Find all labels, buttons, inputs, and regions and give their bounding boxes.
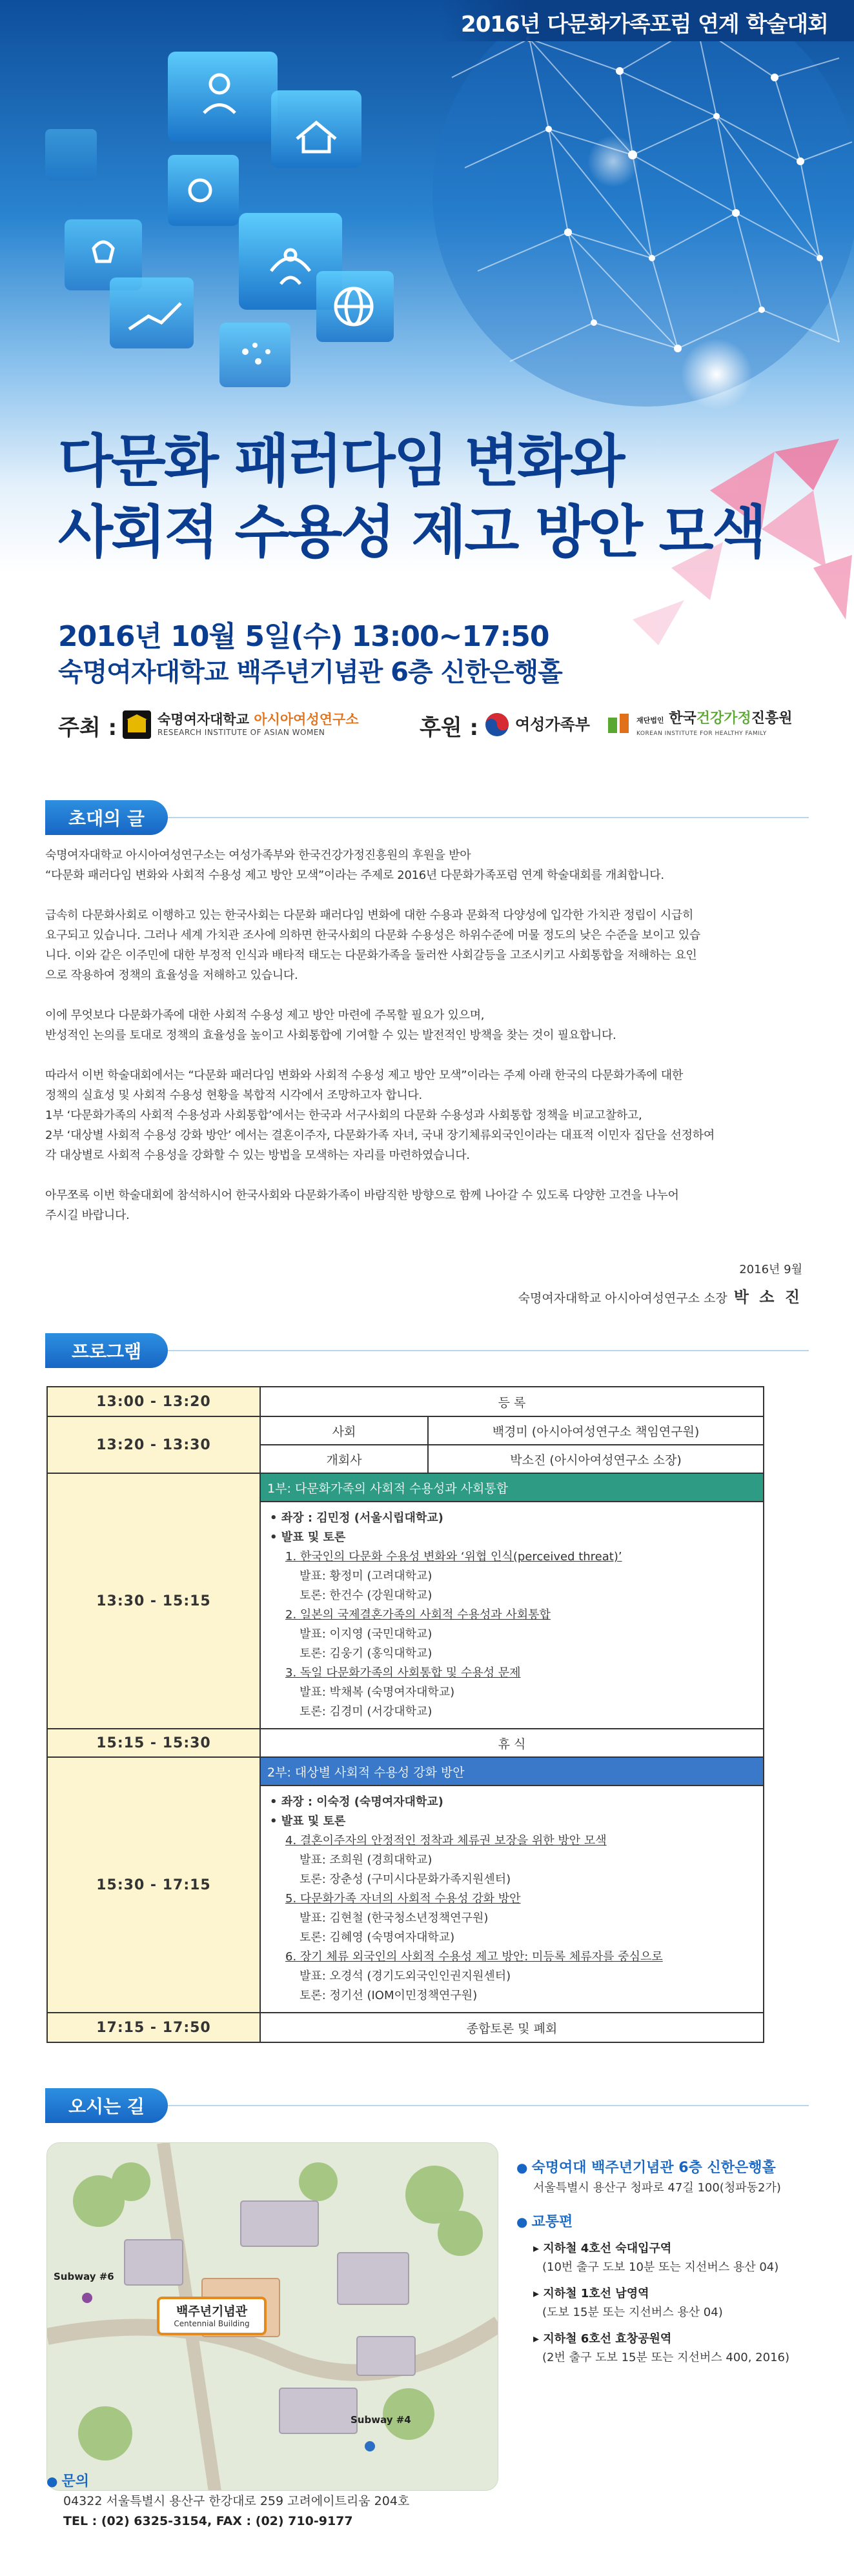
time-cell: 15:30 - 17:15 [47, 1757, 260, 2013]
line: 급속히 다문화사회로 이행하고 있는 한국사회는 다문화 패러다임 변화에 대한 수용과 문화적 다양성에 입각한 가치관 정립이 시급히 [45, 909, 694, 922]
sign-date: 2016년 9월 [739, 1263, 802, 1276]
campus-map-illustration [47, 2143, 498, 2491]
talk-title: 6. 장기 체류 외국인의 사회적 수용성 제고 방안: 미등록 체류자를 중심으로 [285, 1950, 663, 1964]
line: 아무쪼록 이번 학술대회에 참석하시어 한국사회와 다문화가족이 바람직한 방향으로 함께 나아갈 수 있도록 다양한 고견을 나누어 [45, 1189, 679, 1202]
host-dept: 아시아여성연구소 [254, 712, 359, 727]
directions-heading: 오시는 길 [45, 2088, 168, 2123]
invitation-body [45, 845, 807, 1245]
line: 이에 무엇보다 다문화가족에 대한 사회적 수용성 제고 방안 마련에 주목할 필요가 있으며, [45, 1009, 485, 1022]
table-row [47, 1387, 764, 1416]
map-label-main: 백주년기념관 [176, 2304, 248, 2319]
presenter: 발표: 이지영 (국민대학교) [300, 1627, 432, 1641]
kihf-emblem-icon [607, 712, 631, 737]
talk-title: 5. 다문화가족 자녀의 사회적 수용성 강화 방안 [285, 1892, 521, 1906]
line: 으로 작용하여 정책의 효율성을 저해하고 있습니다. [45, 969, 298, 982]
time-cell: 13:20 - 13:30 [47, 1416, 260, 1473]
hero-banner [0, 0, 854, 774]
closing-cell: 종합토론 및 폐회 [260, 2013, 764, 2042]
table-row [47, 2013, 764, 2042]
sponsor-label: 후원 : [420, 715, 479, 741]
title-line-1: 다문화 패러다임 변화와 [58, 428, 624, 494]
line: 요구되고 있습니다. 그러나 세계 가치관 조사에 의하면 한국사회의 다문화 수용성은 하위수준에 머물 정도의 낮은 수준을 보이고 있습 [45, 929, 700, 942]
talk-title: 4. 결혼이주자의 안정적인 정착과 체류권 보장을 위한 방안 모색 [285, 1834, 607, 1847]
program-divider [168, 1350, 809, 1351]
host-label: 주최 : [58, 715, 117, 741]
contact-tel-fax: TEL : (02) 6325-3154, FAX : (02) 710-9177 [63, 2514, 353, 2528]
role-label: 사회 [260, 1416, 428, 1445]
campus-map [46, 2142, 498, 2491]
signature [518, 1284, 802, 1307]
session-2-detail [260, 1786, 764, 2013]
time-cell: 17:15 - 17:50 [47, 2013, 260, 2042]
registration-cell: 등 록 [260, 1387, 764, 1416]
line: 숙명여자대학교 아시아여성연구소는 여성가족부와 한국건강가정진흥원의 후원을 받아 [45, 849, 471, 862]
talk-title: 2. 일본의 국제결혼가족의 사회적 수용성과 사회통합 [285, 1608, 551, 1622]
contact-section [46, 2471, 808, 2531]
talk-title: 3. 독일 다문화가족의 사회통합 및 수용성 문제 [285, 1666, 521, 1680]
talk-title: 1. 한국인의 다문화 수용성 변화와 ‘위협 인식(perceived threat)’ [285, 1550, 622, 1564]
page-title [58, 426, 800, 568]
discussant: 토론: 김웅기 (홍익대학교) [300, 1647, 432, 1660]
role-label: 개회사 [260, 1445, 428, 1473]
talk-label: • 발표 및 토론 [270, 1815, 346, 1828]
line: 2부 ‘대상별 사회적 수용성 강화 방안’ 에서는 결혼이주자, 다문화가족 자녀, 국내 장기체류외국인이라는 대표적 이민자 집단을 선정하여 [45, 1129, 715, 1142]
discussant: 토론: 한건수 (강원대학교) [300, 1589, 432, 1602]
invitation-divider [168, 817, 809, 818]
sponsor2-eng: KOREAN INSTITUTE FOR HEALTHY FAMILY [636, 730, 767, 737]
chair: • 좌장 : 김민정 (서울시립대학교) [270, 1511, 443, 1525]
contact-address: 04322 서울특별시 용산구 한강대로 259 고려에이트리움 204호 [63, 2494, 410, 2508]
chair: • 좌장 : 이숙정 (숙명여자대학교) [270, 1795, 443, 1809]
sponsor2-small: 재단법인 [636, 716, 664, 725]
contact-heading: 문의 [61, 2473, 89, 2490]
event-venue: 숙명여자대학교 백주년기념관 6층 신한은행홀 [58, 658, 562, 687]
session-2-title: 2부: 대상별 사회적 수용성 강화 방안 [260, 1757, 764, 1786]
transit-heading: 교통편 [531, 2214, 573, 2230]
line: 주시길 바랍니다. [45, 1209, 130, 1222]
sookmyung-emblem-icon [123, 710, 151, 739]
table-row [47, 1473, 764, 1502]
transit-line-6: 지하철 6호선 효창공원역 [543, 2332, 672, 2346]
transit-line-1-detail: (도보 15분 또는 지선버스 용산 04) [542, 2306, 723, 2319]
line: 따라서 이번 학술대회에서는 “다문화 패러다임 변화와 사회적 수용성 제고 방안 모색”이라는 주제 아래 한국의 다문화가족에 대한 [45, 1069, 683, 1082]
subway-4-label: Subway #4 [351, 2414, 411, 2426]
top-banner-bar [441, 0, 854, 41]
sponsor1-name: 여성가족부 [515, 716, 590, 734]
presenter: 발표: 황정미 (고려대학교) [300, 1569, 432, 1583]
location-pin-icon: ● [516, 2160, 528, 2175]
transit-line-1: 지하철 1호선 남영역 [543, 2287, 649, 2300]
directions-divider [168, 2105, 809, 2106]
host-logo [123, 707, 359, 742]
presenter: 발표: 조희원 (경희대학교) [300, 1853, 432, 1867]
transit-line-6-detail: (2번 출구 도보 15분 또는 지선버스 400, 2016) [542, 2351, 789, 2364]
time-cell: 13:00 - 13:20 [47, 1387, 260, 1416]
transit-line-4-detail: (10번 출구 도보 10분 또는 지선버스 용산 04) [542, 2260, 779, 2274]
event-date: 2016년 10월 5일(수) 13:00~17:50 [58, 620, 549, 653]
place-name: 숙명여대 백주년기념관 6층 신한은행홀 [531, 2160, 776, 2176]
title-line-2: 사회적 수용성 제고 방안 모색 [58, 499, 765, 565]
sponsor2-logo [607, 707, 792, 742]
taegeuk-icon [484, 712, 510, 738]
sponsor2-prefix: 한국 [669, 710, 696, 727]
place-address: 서울특별시 용산구 청파로 47길 100(청파동2가) [533, 2181, 781, 2195]
presenter: 발표: 김현철 (한국청소년정책연구원) [300, 1911, 489, 1925]
invite-paragraph-5 [45, 1185, 807, 1225]
line: 정책의 실효성 및 사회적 수용성 현황을 복합적 시각에서 조망하고자 합니다. [45, 1089, 422, 1102]
line: 1부 ‘다문화가족의 사회적 수용성과 사회통합’에서는 한국과 서구사회의 다문화 수용성과 사회통합 정책을 비교고찰하고, [45, 1109, 642, 1122]
contact-bullet-icon: ● [46, 2473, 58, 2489]
invitation-heading: 초대의 글 [45, 800, 168, 835]
role-person: 박소진 (아시아여성연구소 소장) [428, 1445, 764, 1473]
program-table [46, 1386, 764, 2043]
session-1-detail [260, 1502, 764, 1729]
line: 각 대상별로 사회적 수용성을 강화할 수 있는 방법을 모색하는 자리를 마련하였습니다. [45, 1149, 470, 1162]
table-row [47, 1757, 764, 1786]
time-cell: 15:15 - 15:30 [47, 1729, 260, 1757]
line: 니다. 이와 같은 이주민에 대한 부정적 인식과 배타적 태도는 다문화가족을 둘러싼 사회갈등을 고조시키고 사회통합을 저해하는 요인 [45, 949, 697, 962]
talk-label: • 발표 및 토론 [270, 1531, 346, 1544]
organizer-row [58, 703, 800, 749]
line: 반성적인 논의를 토대로 정책의 효율성을 높이고 사회통합에 기여할 수 있는 발전적인 방책을 찾는 것이 필요합니다. [45, 1029, 616, 1042]
role-person: 백경미 (아시아여성연구소 책임연구원) [428, 1416, 764, 1445]
sign-org: 숙명여자대학교 아시아여성연구소 소장 [518, 1291, 727, 1305]
invite-paragraph-3 [45, 1005, 807, 1045]
host-name: 숙명여자대학교 [158, 712, 250, 727]
sponsor1-logo [484, 707, 590, 742]
host-eng: RESEARCH INSTITUTE OF ASIAN WOMEN [158, 728, 325, 737]
map-label-eng: Centennial Building [174, 2319, 250, 2328]
sponsor2-mid: 건강가정 [696, 710, 751, 727]
session-1-title: 1부: 다문화가족의 사회적 수용성과 사회통합 [260, 1473, 764, 1502]
table-row [47, 1416, 764, 1445]
sponsor2-suffix: 진흥원 [751, 710, 793, 727]
time-cell: 13:30 - 15:15 [47, 1473, 260, 1729]
transit-bullet-icon: ● [516, 2214, 528, 2229]
transit-line-4: 지하철 4호선 숙대입구역 [543, 2242, 672, 2255]
program-heading: 프로그램 [45, 1333, 168, 1368]
directions-info: ● 숙명여대 백주년기념관 6층 신한은행홀 서울특별시 용산구 청파로 47길 100(청파동2가) ● 교통편 ▸ 지하철 4호선 숙대입구역 (10번 출구 도보 10분 또는 지선버스 용산 04) ▸ 지하철 1호선 남영역 (도보 15분 또는 지선버스 용산 04) ▸ 지하철 6호선 효창공원역 (2번 출구 도보 15분 또는 지선버스 400, 2016) [516, 2158, 826, 2367]
invite-paragraph-2 [45, 905, 807, 985]
invite-paragraph-4 [45, 1065, 807, 1165]
break-cell: 휴 식 [260, 1729, 764, 1757]
centennial-building-marker [157, 2297, 267, 2335]
sign-person: 박 소 진 [733, 1288, 802, 1306]
forum-subtitle: 2016년 다문화가족포럼 연계 학술대회 [461, 12, 828, 37]
discussant: 토론: 김혜영 (숙명여자대학교) [300, 1931, 455, 1944]
discussant: 토론: 장춘성 (구미시다문화가족지원센터) [300, 1873, 511, 1886]
line: “다문화 패러다임 변화와 사회적 수용성 제고 방안 모색”이라는 주제로 2016년 다문화가족포럼 연계 학술대회를 개최합니다. [45, 869, 664, 882]
subway-6-label: Subway #6 [54, 2271, 114, 2282]
presenter: 발표: 오경석 (경기도외국인인권지원센터) [300, 1969, 511, 1983]
presenter: 발표: 박채복 (숙명여자대학교) [300, 1685, 455, 1699]
table-row [47, 1729, 764, 1757]
discussant: 토론: 정기선 (IOM이민정책연구원) [300, 1989, 478, 2002]
invite-paragraph-1 [45, 845, 807, 885]
discussant: 토론: 김경미 (서강대학교) [300, 1705, 432, 1718]
